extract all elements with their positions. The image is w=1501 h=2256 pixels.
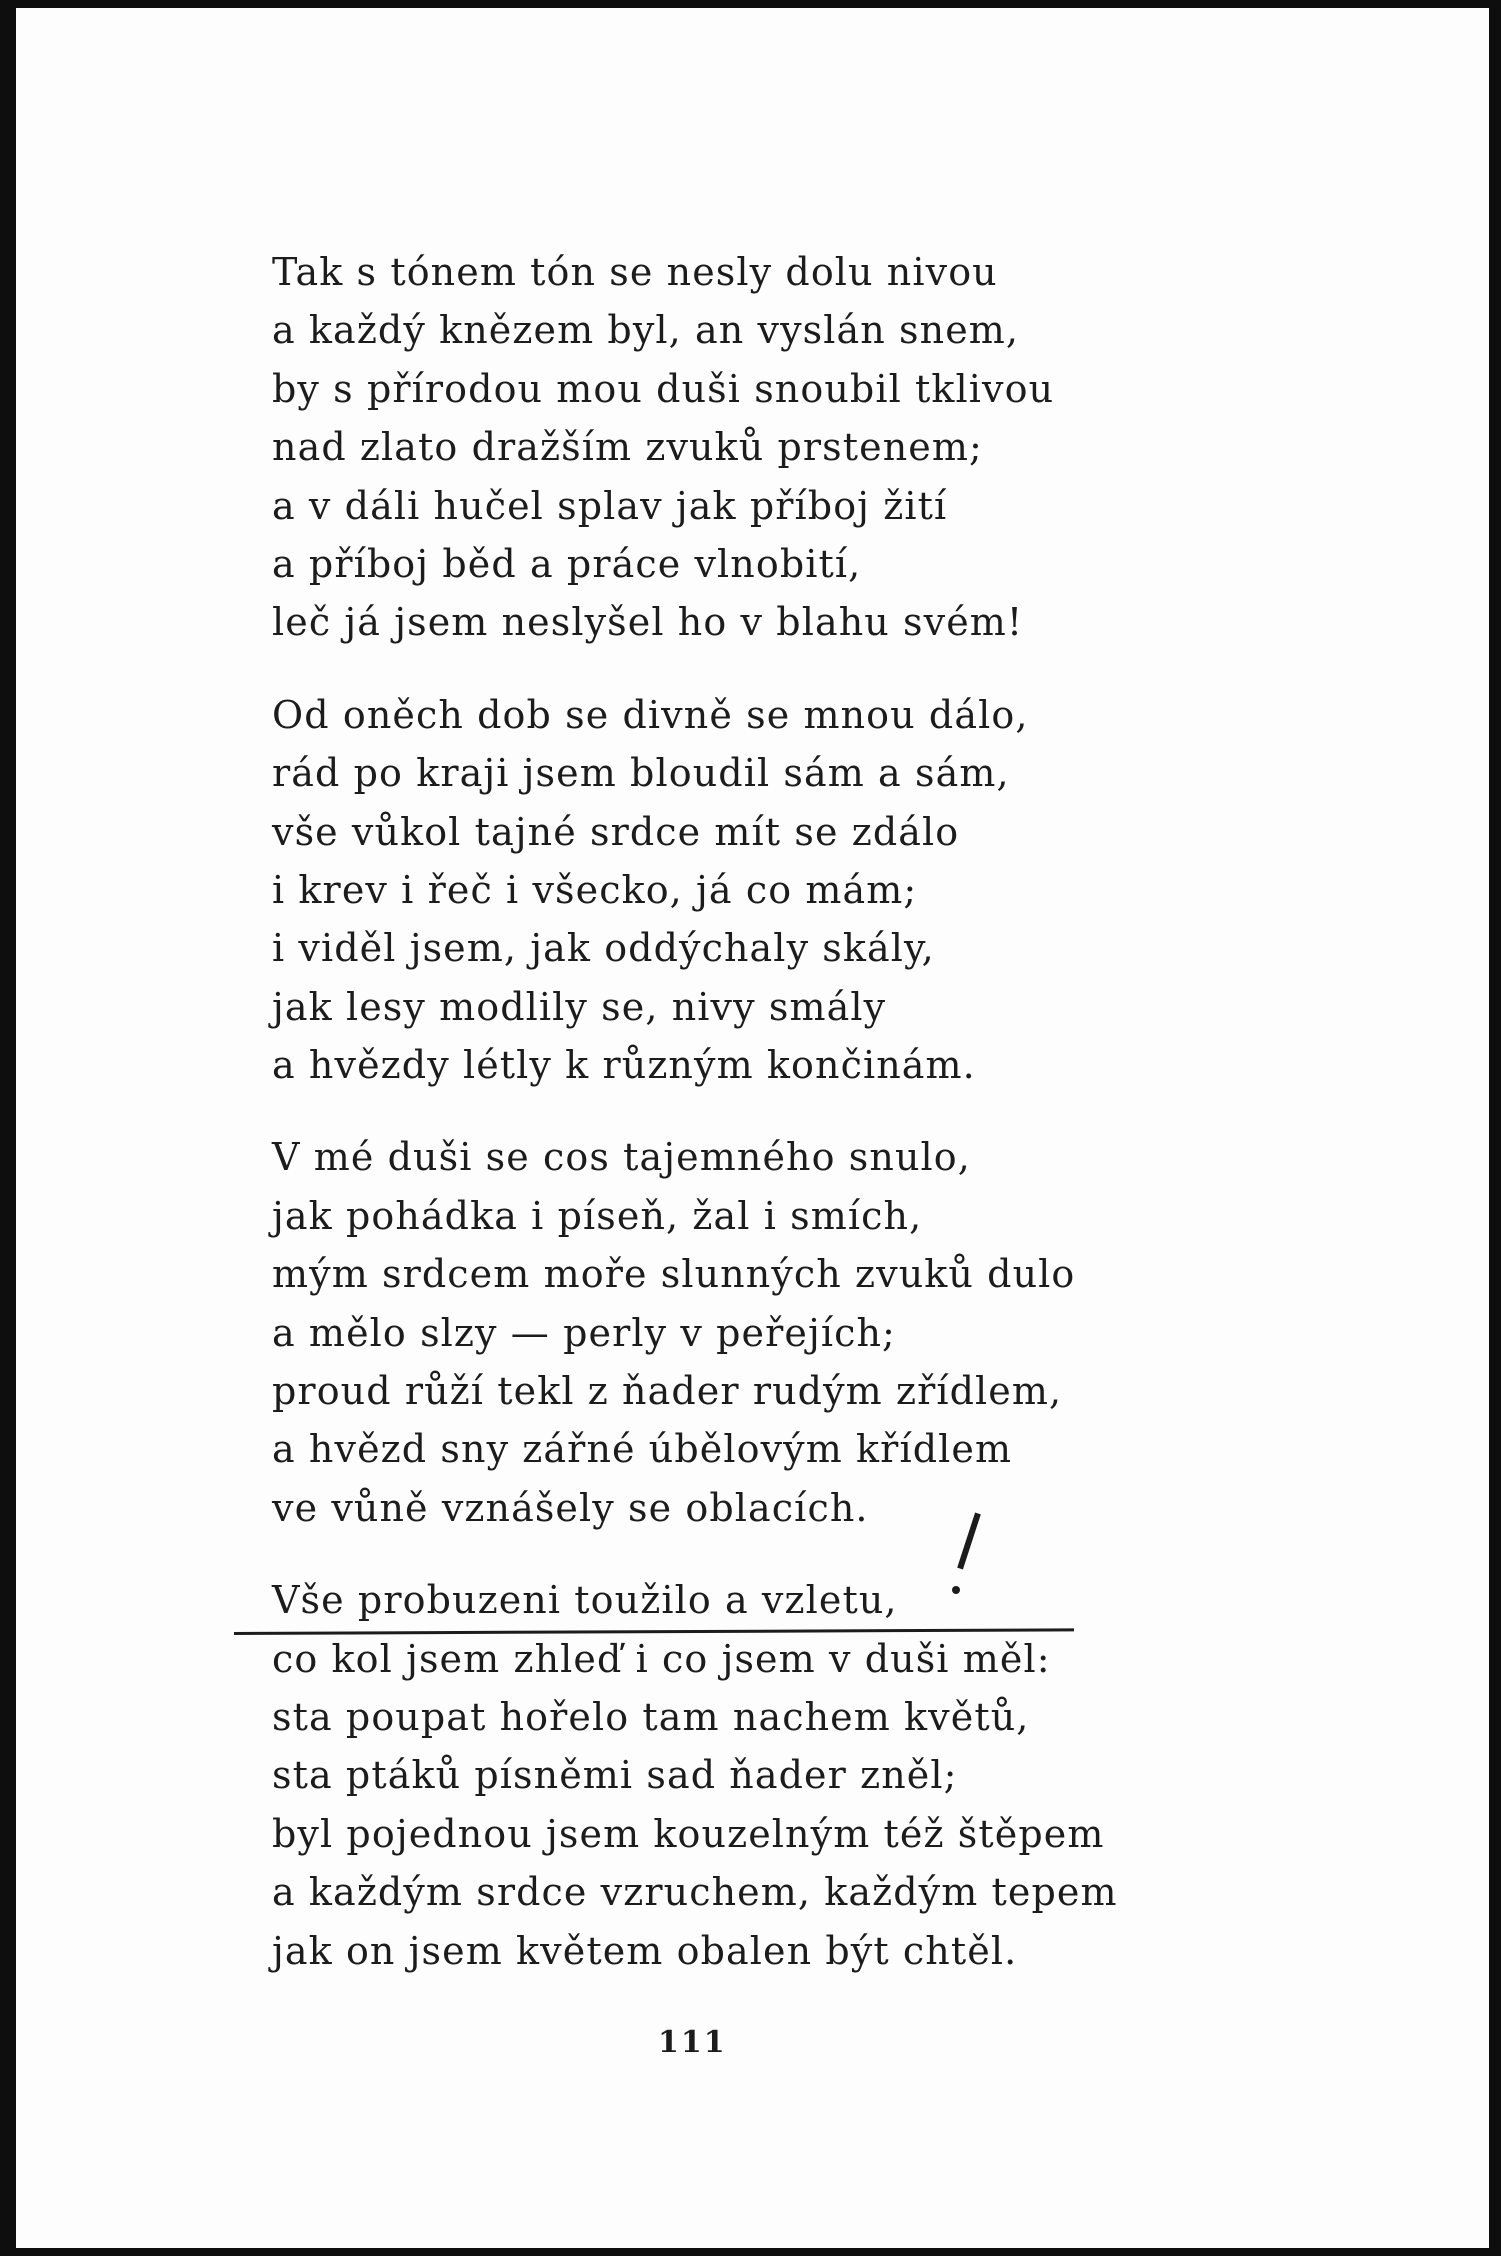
poem-line: a příboj běd a práce vlnobití,: [272, 541, 862, 586]
page-number: 111: [658, 2025, 727, 2060]
scan-border-left: [0, 0, 16, 2256]
poem-line: a hvězdy létly k různým končinám.: [272, 1043, 976, 1088]
poem: [272, 243, 1272, 2014]
poem-line: V mé duši se cos tajemného snulo,: [272, 1135, 971, 1180]
poem-line: jak lesy modlily se, nivy smály: [272, 984, 887, 1029]
poem-line: i krev i řeč i všecko, já co mám;: [272, 867, 918, 912]
poem-line: sta ptáků písněmi sad ňader zněl;: [272, 1753, 958, 1798]
scan-border-bottom: [0, 2248, 1501, 2256]
poem-line: ve vůně vznášely se oblacích.: [272, 1485, 869, 1530]
poem-line: i viděl jsem, jak oddýchaly skály,: [272, 926, 935, 971]
stanza-4: [272, 1571, 1272, 1980]
poem-line: jak on jsem květem obalen být chtěl.: [272, 1928, 1018, 1973]
scan-border-top: [0, 0, 1501, 8]
poem-line: by s přírodou mou duši snoubil tklivou: [272, 366, 1055, 411]
poem-line: nad zlato dražším zvuků prstenem;: [272, 425, 983, 470]
poem-line: Vše probuzeni toužilo a vzletu,: [272, 1578, 898, 1623]
poem-line: Od oněch dob se divně se mnou dálo,: [272, 692, 1029, 737]
poem-line: vše vůkol tajné srdce mít se zdálo: [272, 809, 960, 854]
poem-line: sta poupat hořelo tam nachem květů,: [272, 1694, 1030, 1739]
poem-line: mým srdcem moře slunných zvuků dulo: [272, 1252, 1076, 1297]
scan-border-right: [1489, 0, 1501, 2256]
handwritten-dot: [952, 1586, 960, 1594]
poem-line: a každým srdce vzruchem, každým tepem: [272, 1870, 1118, 1915]
poem-line: rád po kraji jsem bloudil sám a sám,: [272, 751, 1010, 796]
poem-line: a každý knězem byl, an vyslán snem,: [272, 308, 1020, 353]
stanza-1: [272, 243, 1272, 652]
poem-line: a mělo slzy — perly v peřejích;: [272, 1310, 896, 1355]
poem-line: Tak s tónem tón se nesly dolu nivou: [272, 250, 998, 294]
poem-line: byl pojednou jsem kouzelným též štěpem: [272, 1811, 1105, 1856]
stanza-3: [272, 1128, 1272, 1537]
poem-line: jak pohádka i píseň, žal i smích,: [272, 1193, 923, 1238]
poem-line: proud růží tekl z ňader rudým zřídlem,: [272, 1369, 1063, 1414]
poem-line: a hvězd sny zářné úbělovým křídlem: [272, 1427, 1013, 1472]
stanza-2: [272, 686, 1272, 1095]
poem-line-struck: co kol jsem zhleď i co jsem v duši měl:: [272, 1630, 1272, 1688]
poem-line: leč já jsem neslyšel ho v blahu svém!: [272, 600, 1024, 645]
poem-line: a v dáli hučel splav jak příboj žití: [272, 483, 948, 528]
